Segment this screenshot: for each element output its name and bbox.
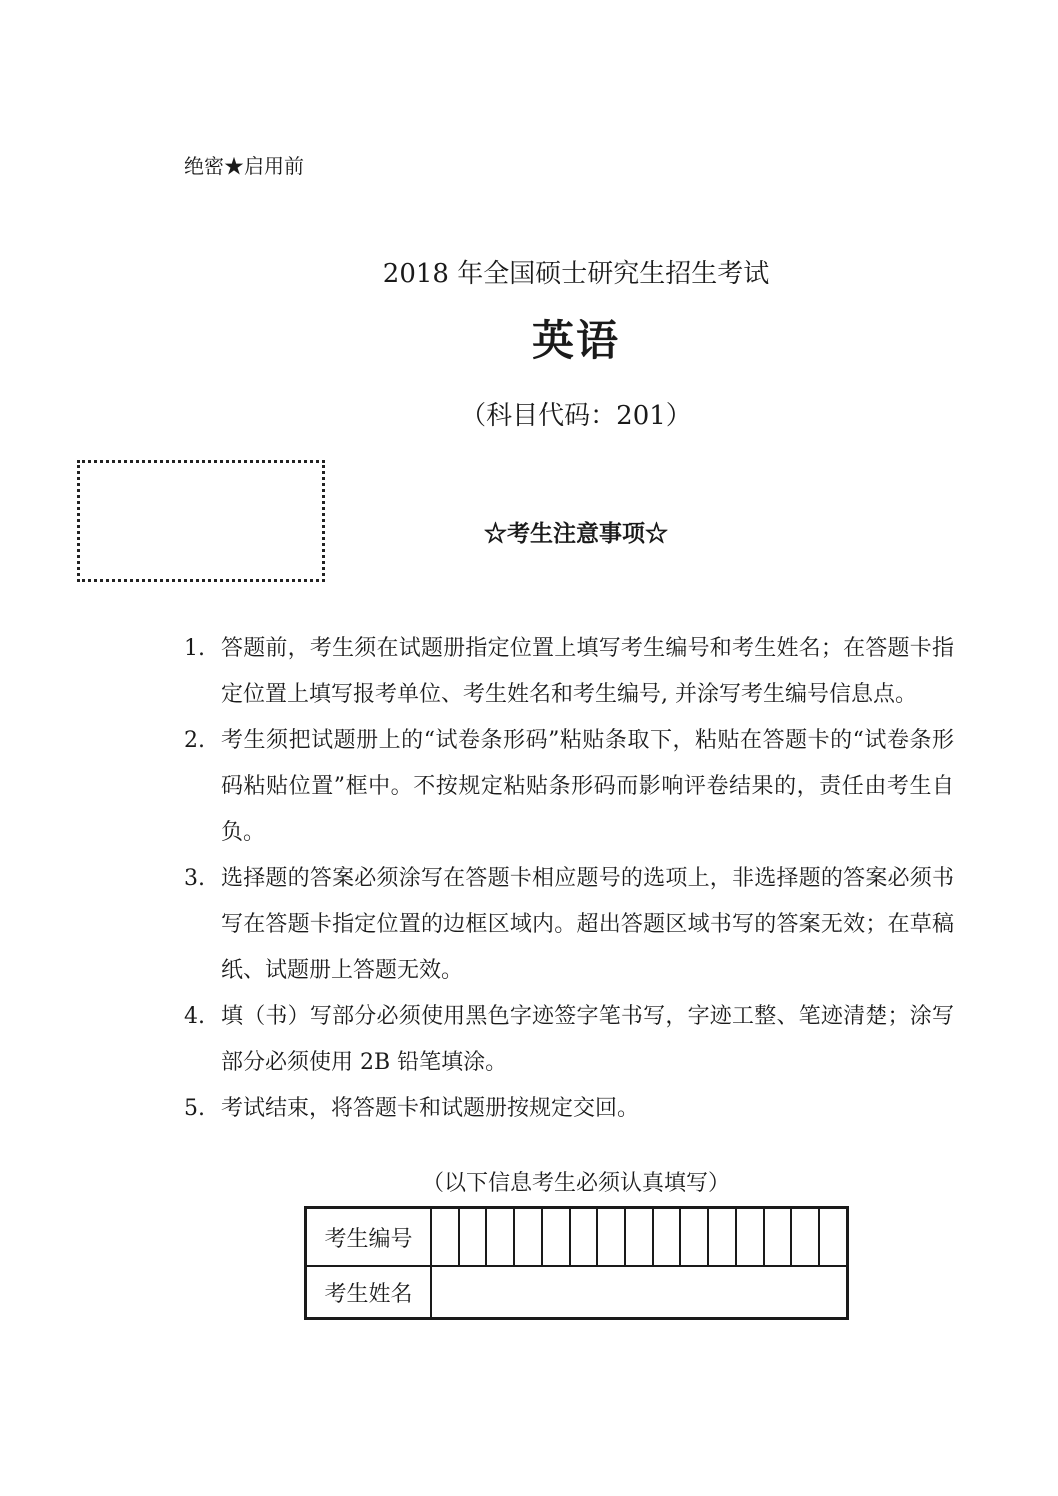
candidate-name-row xyxy=(306,1266,848,1319)
candidate-id-digit-cell[interactable] xyxy=(625,1208,653,1267)
candidate-id-digit-cell[interactable] xyxy=(459,1208,487,1267)
candidate-id-digit-cell[interactable] xyxy=(680,1208,708,1267)
exam-title: 2018 年全国硕士研究生招生考试 xyxy=(382,259,770,289)
candidate-id-digit-cell[interactable] xyxy=(570,1208,598,1267)
notice-item xyxy=(184,994,954,1086)
notice-item-text: 答题前，考生须在试题册指定位置上填写考生编号和考生姓名；在答题卡指定位置上填写报考单位、考生姓名和考生编号, 并涂写考生编号信息点。 xyxy=(221,636,954,707)
notice-item-text: 考试结束，将答题卡和试题册按规定交回。 xyxy=(221,1096,640,1121)
candidate-id-digit-cell[interactable] xyxy=(708,1208,736,1267)
candidate-name-field[interactable] xyxy=(431,1266,847,1319)
candidate-id-label: 考生编号 xyxy=(306,1208,432,1267)
candidate-id-digit-cell[interactable] xyxy=(791,1208,819,1267)
candidate-id-digit-cell[interactable] xyxy=(431,1208,459,1267)
candidate-id-digit-cell[interactable] xyxy=(764,1208,792,1267)
candidate-id-digit-cell[interactable] xyxy=(486,1208,514,1267)
candidate-id-digit-cell[interactable] xyxy=(653,1208,681,1267)
notice-item-number: 3. xyxy=(184,866,205,891)
confidential-label: 绝密★启用前 xyxy=(184,154,304,178)
candidate-id-digit-cell[interactable] xyxy=(514,1208,542,1267)
candidate-name-label: 考生姓名 xyxy=(306,1266,432,1319)
notice-list xyxy=(184,626,954,1132)
notice-item-number: 5. xyxy=(184,1096,205,1121)
notice-item xyxy=(184,1086,954,1132)
subject-code: （科目代码：201） xyxy=(460,401,692,431)
candidate-id-digit-cell[interactable] xyxy=(597,1208,625,1267)
notice-item xyxy=(184,626,954,718)
notice-item-number: 1. xyxy=(184,636,205,661)
info-fill-note: （以下信息考生必须认真填写） xyxy=(421,1171,730,1196)
notice-item-text: 选择题的答案必须涂写在答题卡相应题号的选项上，非选择题的答案必须书写在答题卡指定位置的边框区域内。超出答题区域书写的答案无效；在草稿纸、试题册上答题无效。 xyxy=(221,866,954,983)
notice-item-number: 2. xyxy=(184,728,205,753)
candidate-id-row xyxy=(306,1208,848,1267)
candidate-info-table xyxy=(304,1206,849,1320)
subject-title: 英语 xyxy=(531,316,620,365)
candidate-id-digit-cell[interactable] xyxy=(542,1208,570,1267)
notice-item-number: 4. xyxy=(184,1004,205,1029)
notice-item-text: 填（书）写部分必须使用黑色字迹签字笔书写，字迹工整、笔迹清楚；涂写部分必须使用 2B 铅笔填涂。 xyxy=(221,1004,954,1075)
notice-item-text: 考生须把试题册上的“试卷条形码”粘贴条取下，粘贴在答题卡的“试卷条形码粘贴位置”框中。不按规定粘贴条形码而影响评卷结果的，责任由考生自负。 xyxy=(221,728,954,845)
notice-item xyxy=(184,718,954,856)
notice-item xyxy=(184,856,954,994)
notice-title: ☆考生注意事项☆ xyxy=(484,520,668,547)
candidate-id-digit-cell[interactable] xyxy=(819,1208,847,1267)
candidate-id-digit-cell[interactable] xyxy=(736,1208,764,1267)
